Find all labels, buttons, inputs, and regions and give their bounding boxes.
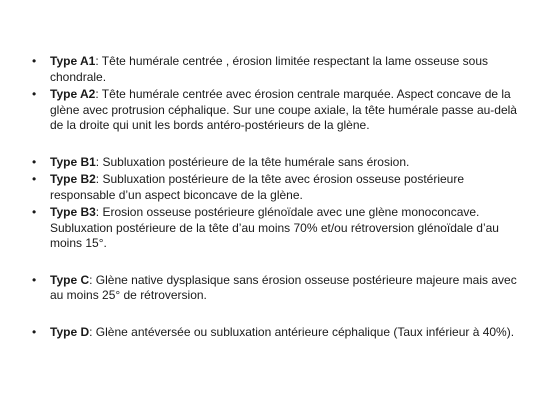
type-description: : Glène native dysplasique sans érosion osseuse postérieure majeure mais avec au moins 25° de rétroversion.: [50, 272, 517, 302]
type-label: Type B1: [50, 154, 96, 169]
list-item-type-b1: [28, 155, 530, 171]
list-item-type-a2: [28, 87, 530, 134]
type-description: : Subluxation postérieure de la tête avec érosion osseuse postérieure responsable d’un aspect biconcave de la glène.: [50, 172, 465, 202]
list-item-type-b3: [28, 205, 530, 252]
type-label: Type A1: [50, 54, 96, 68]
type-label: Type D: [50, 324, 90, 339]
bullet-icon: •: [32, 54, 37, 68]
type-description: : Subluxation postérieure de la tête humérale sans érosion.: [95, 154, 410, 169]
type-description: : Glène antéversée ou subluxation antérieure céphalique (Taux inférieur à 40%).: [89, 324, 515, 339]
list-item-type-b2: [28, 172, 530, 203]
bullet-icon: •: [32, 205, 37, 219]
type-description: : Erosion osseuse postérieure glénoïdale avec une glène monoconcave. Subluxation postérieure de la tête d’au moins 70% et/ou rétroversion glénoïdale d’au moins 15°.: [50, 205, 499, 250]
list-item-type-c: [28, 273, 530, 304]
list-item-type-d: [28, 325, 530, 341]
type-label: Type C: [50, 272, 90, 287]
bullet-icon: •: [32, 154, 37, 169]
type-description: : Tête humérale centrée , érosion limitée respectant la lame osseuse sous chondrale.: [50, 54, 489, 84]
type-label: Type B3: [50, 205, 96, 219]
list-item-type-a1: [28, 54, 530, 85]
bullet-icon: •: [32, 172, 37, 186]
type-label: Type A2: [50, 87, 96, 101]
bullet-icon: •: [32, 324, 37, 339]
type-label: Type B2: [50, 172, 96, 186]
bullet-icon: •: [32, 272, 37, 287]
type-bullet-list: [28, 54, 530, 340]
type-description: : Tête humérale centrée avec érosion centrale marquée. Aspect concave de la glène avec protrusion céphalique. Sur une coupe axiale, la tête humérale passe au-delà de la droite qui unit les bords antéro-postérieurs de la glène.: [50, 87, 517, 132]
bullet-icon: •: [32, 87, 37, 101]
